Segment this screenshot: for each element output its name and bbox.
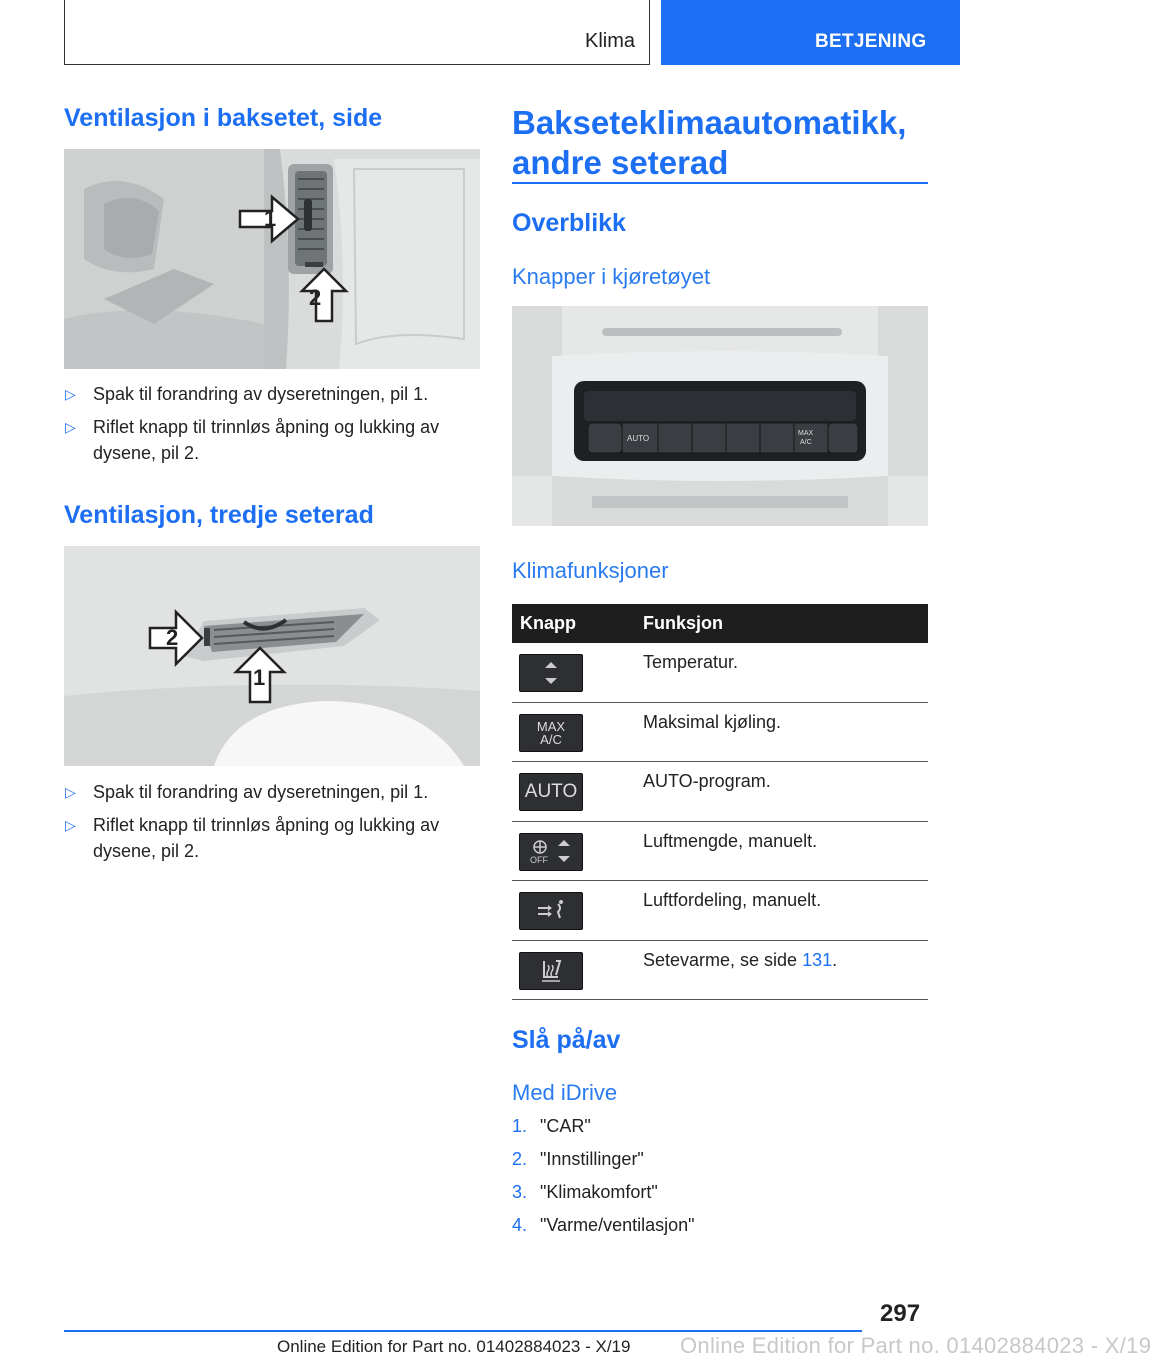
auto-icon [519, 773, 583, 811]
callout-label-1: 1 [253, 665, 266, 690]
step-number: 2. [512, 1149, 528, 1169]
max-label: MAX [536, 718, 566, 734]
bullet-triangle-icon: ▷ [65, 386, 76, 402]
table-row [512, 941, 928, 1001]
footer-rule [64, 1330, 862, 1332]
fan-off-icon [519, 833, 583, 871]
temperature-arrows-icon [519, 654, 583, 692]
function-text [643, 950, 837, 971]
table-row [512, 881, 928, 941]
function-text: Luftfordeling, manuelt. [643, 890, 822, 910]
table-row [512, 643, 928, 703]
arrow-callouts [64, 149, 480, 369]
callout-label-1: 1 [264, 206, 277, 231]
heading-overview: Overblikk [512, 209, 626, 237]
page-number: 297 [880, 1300, 921, 1327]
footer-edition: Online Edition for Part no. 01402884023 - X/19 [277, 1337, 631, 1356]
heading-rear-side-ventilation: Ventilasjon i baksetet, side [64, 104, 383, 132]
photo-climate-panel [512, 306, 928, 526]
header-section-box [64, 0, 650, 65]
step-number: 4. [512, 1215, 528, 1235]
heading-buttons-in-vehicle: Knapper i kjøretøyet [512, 264, 711, 289]
panel-ac-label: A/C [800, 439, 812, 446]
seat-heating-text: Setevarme, se side [643, 949, 803, 970]
bullet-triangle-icon: ▷ [65, 817, 76, 833]
step-text: "Klimakomfort" [540, 1182, 658, 1202]
chapter-title-line1: Bakseteklimaautomatikk, [512, 104, 907, 141]
bullet-triangle-icon: ▷ [65, 784, 76, 800]
function-text: Luftmengde, manuelt. [643, 830, 818, 851]
step-text: "Innstillinger" [540, 1149, 644, 1169]
chapter-title-line2: andre seterad [512, 144, 729, 181]
bullet-triangle-icon: ▷ [65, 419, 76, 435]
panel-auto-label: AUTO [627, 434, 650, 443]
air-distribution-icon [519, 892, 583, 930]
panel-max-label: MAX [798, 430, 814, 437]
step-text: "CAR" [540, 1116, 591, 1136]
climate-functions-table [512, 604, 928, 1000]
step-number: 1. [512, 1116, 528, 1136]
photo-third-row-vent [64, 546, 480, 766]
list-item: Riflet knapp til trinnløs åpning og lukking av [93, 815, 440, 835]
list-item: Spak til forandring av dyseretningen, pil 1. [93, 384, 429, 404]
table-header-function: Funksjon [643, 613, 723, 633]
table-row [512, 822, 928, 882]
heading-third-row-ventilation: Ventilasjon, tredje seterad [64, 501, 374, 529]
max-ac-icon [519, 714, 583, 752]
heading-with-idrive: Med iDrive [512, 1080, 618, 1105]
table-header-button: Knapp [520, 613, 576, 633]
list-item-cont: dysene, pil 2. [93, 841, 200, 861]
auto-label: AUTO [524, 781, 578, 802]
header-chapter-label: BETJENING [815, 31, 927, 52]
step-number: 3. [512, 1182, 528, 1202]
ac-label: A/C [540, 731, 562, 747]
callout-label-2: 2 [309, 285, 322, 310]
climate-panel-illustration [512, 306, 928, 526]
function-text: AUTO-program. [643, 771, 771, 791]
title-underline [512, 182, 928, 184]
seat-heating-icon [519, 952, 583, 990]
watermark: Online Edition for Part no. 01402884023 - X/19 [680, 1333, 1151, 1358]
step-text: "Varme/ventilasjon" [540, 1215, 695, 1235]
off-label: OFF [530, 854, 548, 865]
header-chapter-tab [661, 0, 960, 65]
callout-label-2: 2 [166, 625, 179, 650]
list-item-cont: dysene, pil 2. [93, 443, 200, 463]
heading-climate-functions: Klimafunksjoner [512, 558, 669, 583]
list-item: Riflet knapp til trinnløs åpning og lukking av [93, 417, 440, 437]
function-text: Maksimal kjøling. [643, 711, 782, 732]
header-section-label: Klima [584, 30, 635, 52]
table-row [512, 703, 928, 763]
list-item: Spak til forandring av dyseretningen, pil 1. [93, 782, 429, 802]
function-text: Temperatur. [643, 652, 739, 672]
period: . [832, 949, 838, 970]
photo-rear-side-vent [64, 149, 480, 369]
arrow-callouts [64, 546, 480, 766]
heading-on-off: Slå på/av [512, 1026, 621, 1054]
table-row [512, 762, 928, 822]
table-header [512, 604, 928, 643]
page-link-131[interactable]: 131 [802, 949, 833, 970]
